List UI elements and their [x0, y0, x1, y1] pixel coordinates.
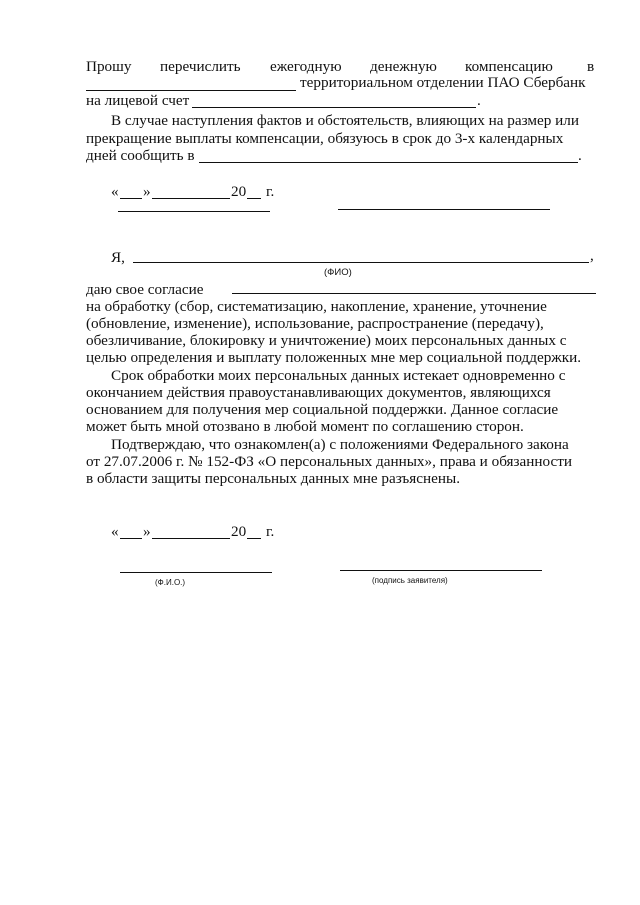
- date2-month-blank[interactable]: [152, 538, 230, 539]
- confirm-line-3: в области защиты персональных данных мне разъяснены.: [86, 470, 461, 487]
- obligation-line-2: прекращение выплаты компенсации, обязуюсь в срок до 3-х календарных: [86, 130, 564, 147]
- date1-year-suffix: г.: [266, 183, 275, 200]
- request-word-2: перечислить: [160, 58, 241, 75]
- fio-signature-caption: (Ф.И.О.): [155, 578, 186, 587]
- date1-year-blank[interactable]: [247, 198, 261, 199]
- consent-line-3: обезличивание, блокировку и уничтожение) моих персональных данных с: [86, 332, 567, 349]
- fio-blank-line[interactable]: [133, 262, 589, 263]
- confirm-line-2: от 27.07.2006 г. № 152-ФЗ «О персональных данных», права и обязанности: [86, 453, 572, 470]
- date2-close-quote: »: [143, 523, 151, 540]
- date2-open-quote: «: [111, 523, 119, 540]
- confirm-line-1: Подтверждаю, что ознакомлен(а) с положениями Федерального закона: [111, 436, 569, 453]
- account-blank-line[interactable]: [192, 107, 476, 108]
- date2-year-suffix: г.: [266, 523, 275, 540]
- applicant-signature-blank[interactable]: [340, 570, 542, 571]
- term-line-3: основанием для получения мер социальной поддержки. Данное согласие: [86, 401, 559, 418]
- applicant-signature-caption: (подпись заявителя): [372, 576, 448, 585]
- date2-day-blank[interactable]: [120, 538, 142, 539]
- report-to-blank-line[interactable]: [199, 162, 578, 163]
- request-word-3: ежегодную: [270, 58, 342, 75]
- obligation-line-1: В случае наступления фактов и обстоятельств, влияющих на размер или: [111, 112, 579, 129]
- date1-day-blank[interactable]: [120, 198, 142, 199]
- date1-year-prefix: 20: [231, 183, 247, 200]
- obligation-line-3: дней сообщить в: [86, 147, 195, 164]
- consent-line-1: на обработку (сбор, систематизацию, накопление, хранение, уточнение: [86, 298, 547, 315]
- fio-signature-blank[interactable]: [120, 572, 272, 573]
- request-word-5: компенсацию: [465, 58, 553, 75]
- account-dot: .: [477, 92, 481, 109]
- request-account-label: на лицевой счет: [86, 92, 190, 109]
- date1-close-quote: »: [143, 183, 151, 200]
- consent-line-4: целью определения и выплату положенных мне мер социальной поддержки.: [86, 349, 582, 366]
- branch-blank-line[interactable]: [86, 90, 296, 91]
- sign1-left-blank[interactable]: [118, 211, 270, 212]
- term-line-2: окончанием действия правоустанавливающих документов, являющихся: [86, 384, 551, 401]
- sign1-right-blank[interactable]: [338, 209, 550, 210]
- date2-year-prefix: 20: [231, 523, 247, 540]
- consent-comma: ,: [590, 247, 594, 264]
- request-word-4: денежную: [370, 58, 437, 75]
- term-line-1: Срок обработки моих персональных данных истекает одновременно с: [111, 367, 566, 384]
- give-consent-label: даю свое согласие: [86, 281, 204, 298]
- request-branch-text: территориальном отделении ПАО Сбербанк: [300, 74, 586, 91]
- term-line-4: может быть мной отозвано в любой момент по соглашению сторон.: [86, 418, 524, 435]
- date1-open-quote: «: [111, 183, 119, 200]
- obligation-dot: .: [578, 147, 582, 164]
- consent-ya: Я,: [111, 249, 125, 266]
- consent-line-2: (обновление, изменение), использование, распространение (передачу),: [86, 315, 544, 332]
- date2-year-blank[interactable]: [247, 538, 261, 539]
- date1-month-blank[interactable]: [152, 198, 230, 199]
- request-word-1: Прошу: [86, 58, 132, 75]
- fio-caption: (ФИО): [324, 267, 352, 278]
- consent-to-blank-line[interactable]: [232, 293, 596, 294]
- request-word-6: в: [587, 58, 595, 75]
